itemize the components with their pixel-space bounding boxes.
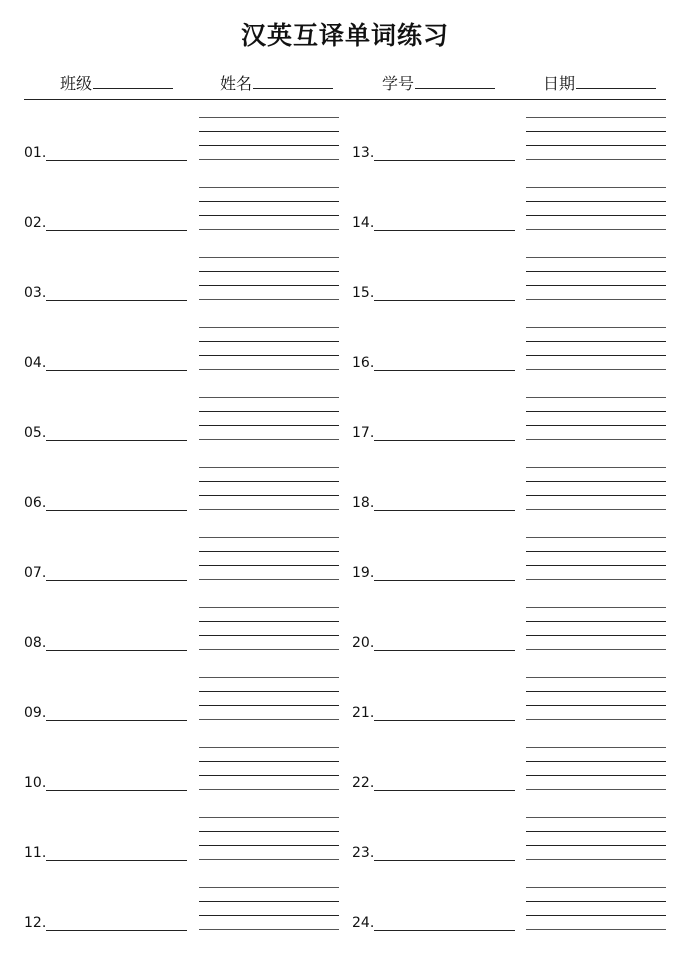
four-line-guide[interactable] <box>199 467 339 509</box>
item-number: 08. <box>24 635 47 651</box>
guide-line <box>199 159 339 160</box>
guide-line <box>199 789 339 790</box>
four-line-guide[interactable] <box>526 327 666 369</box>
item-number: 20. <box>352 635 375 651</box>
guide-line <box>199 901 339 902</box>
class-label: 班级 <box>60 74 93 93</box>
name-label: 姓名 <box>220 74 253 93</box>
guide-line <box>526 551 666 552</box>
four-line-guide[interactable] <box>199 397 339 439</box>
answer-line[interactable] <box>46 580 187 581</box>
guide-line <box>199 355 339 356</box>
guide-line <box>526 887 666 888</box>
four-line-guide[interactable] <box>526 887 666 929</box>
guide-line <box>526 845 666 846</box>
four-line-guide[interactable] <box>199 257 339 299</box>
guide-line <box>199 691 339 692</box>
guide-line <box>526 775 666 776</box>
guide-line <box>199 677 339 678</box>
guide-line <box>526 467 666 468</box>
guide-line <box>526 131 666 132</box>
four-line-guide[interactable] <box>199 607 339 649</box>
answer-line[interactable] <box>46 160 187 161</box>
four-line-guide[interactable] <box>526 607 666 649</box>
answer-line[interactable] <box>374 370 515 371</box>
answer-line[interactable] <box>46 650 187 651</box>
guide-line <box>199 145 339 146</box>
guide-line <box>199 607 339 608</box>
guide-line <box>526 607 666 608</box>
guide-line <box>526 579 666 580</box>
guide-line <box>526 649 666 650</box>
guide-line <box>526 691 666 692</box>
answer-line[interactable] <box>46 510 187 511</box>
guide-line <box>199 859 339 860</box>
item-number: 03. <box>24 285 47 301</box>
guide-line <box>199 439 339 440</box>
four-line-guide[interactable] <box>199 327 339 369</box>
four-line-guide[interactable] <box>199 817 339 859</box>
guide-line <box>199 215 339 216</box>
guide-line <box>199 705 339 706</box>
guide-line <box>526 439 666 440</box>
guide-line <box>199 761 339 762</box>
four-line-guide[interactable] <box>526 817 666 859</box>
guide-line <box>199 131 339 132</box>
guide-line <box>526 117 666 118</box>
guide-line <box>199 201 339 202</box>
guide-line <box>199 649 339 650</box>
item-number: 06. <box>24 495 47 511</box>
guide-line <box>526 509 666 510</box>
guide-line <box>526 425 666 426</box>
guide-line <box>526 915 666 916</box>
guide-line <box>526 145 666 146</box>
guide-line <box>526 411 666 412</box>
guide-line <box>199 327 339 328</box>
item-number: 07. <box>24 565 47 581</box>
guide-line <box>199 285 339 286</box>
guide-line <box>526 159 666 160</box>
guide-line <box>199 579 339 580</box>
item-number: 21. <box>352 705 375 721</box>
guide-line <box>199 369 339 370</box>
guide-line <box>526 481 666 482</box>
answer-line[interactable] <box>46 370 187 371</box>
guide-line <box>526 635 666 636</box>
answer-line[interactable] <box>374 860 515 861</box>
item-number: 04. <box>24 355 47 371</box>
item-number: 09. <box>24 705 47 721</box>
guide-line <box>526 215 666 216</box>
four-line-guide[interactable] <box>199 747 339 789</box>
answer-line[interactable] <box>374 650 515 651</box>
guide-line <box>199 635 339 636</box>
guide-line <box>526 761 666 762</box>
guide-line <box>526 705 666 706</box>
guide-line <box>526 929 666 930</box>
guide-line <box>526 229 666 230</box>
answer-line[interactable] <box>46 440 187 441</box>
guide-line <box>526 369 666 370</box>
guide-line <box>526 187 666 188</box>
guide-line <box>199 845 339 846</box>
guide-line <box>526 327 666 328</box>
guide-line <box>199 411 339 412</box>
guide-line <box>199 775 339 776</box>
answer-line[interactable] <box>46 930 187 931</box>
four-line-guide[interactable] <box>526 257 666 299</box>
guide-line <box>526 747 666 748</box>
four-line-guide[interactable] <box>199 887 339 929</box>
guide-line <box>526 537 666 538</box>
four-line-guide[interactable] <box>199 537 339 579</box>
guide-line <box>526 341 666 342</box>
item-number: 05. <box>24 425 47 441</box>
answer-line[interactable] <box>46 300 187 301</box>
four-line-guide[interactable] <box>526 677 666 719</box>
guide-line <box>199 341 339 342</box>
date-label: 日期 <box>543 74 576 93</box>
student-id-label: 学号 <box>382 74 415 93</box>
item-number: 10. <box>24 775 47 791</box>
guide-line <box>199 747 339 748</box>
four-line-guide[interactable] <box>526 117 666 159</box>
guide-line <box>199 271 339 272</box>
answer-line[interactable] <box>46 860 187 861</box>
guide-line <box>526 271 666 272</box>
guide-line <box>199 257 339 258</box>
guide-line <box>199 551 339 552</box>
four-line-guide[interactable] <box>526 187 666 229</box>
guide-line <box>526 355 666 356</box>
guide-line <box>526 789 666 790</box>
answer-line[interactable] <box>46 720 187 721</box>
guide-line <box>199 117 339 118</box>
guide-line <box>199 397 339 398</box>
guide-line <box>199 509 339 510</box>
guide-line <box>199 467 339 468</box>
guide-line <box>199 537 339 538</box>
item-number: 14. <box>352 215 375 231</box>
item-number: 17. <box>352 425 375 441</box>
guide-line <box>199 299 339 300</box>
guide-line <box>199 719 339 720</box>
four-line-guide[interactable] <box>526 397 666 439</box>
guide-line <box>526 831 666 832</box>
item-number: 02. <box>24 215 47 231</box>
item-number: 15. <box>352 285 375 301</box>
guide-line <box>199 831 339 832</box>
answer-line[interactable] <box>374 440 515 441</box>
guide-line <box>199 495 339 496</box>
guide-line <box>526 201 666 202</box>
guide-line <box>526 285 666 286</box>
item-number: 13. <box>352 145 375 161</box>
answer-line[interactable] <box>374 510 515 511</box>
item-number: 01. <box>24 145 47 161</box>
guide-line <box>526 565 666 566</box>
guide-line <box>199 481 339 482</box>
answer-line[interactable] <box>46 790 187 791</box>
guide-line <box>526 495 666 496</box>
guide-line <box>199 817 339 818</box>
four-line-guide[interactable] <box>199 187 339 229</box>
guide-line <box>199 929 339 930</box>
answer-line[interactable] <box>374 580 515 581</box>
item-number: 16. <box>352 355 375 371</box>
guide-line <box>526 859 666 860</box>
answer-line[interactable] <box>374 230 515 231</box>
guide-line <box>199 565 339 566</box>
guide-line <box>199 621 339 622</box>
page-title: 汉英互译单词练习 <box>240 21 449 50</box>
guide-line <box>526 817 666 818</box>
four-line-guide[interactable] <box>526 747 666 789</box>
guide-line <box>526 257 666 258</box>
item-number: 23. <box>352 845 375 861</box>
guide-line <box>526 621 666 622</box>
guide-line <box>526 901 666 902</box>
guide-line <box>199 887 339 888</box>
guide-line <box>526 397 666 398</box>
guide-line <box>526 299 666 300</box>
item-number: 22. <box>352 775 375 791</box>
four-line-guide[interactable] <box>199 117 339 159</box>
answer-line[interactable] <box>374 300 515 301</box>
four-line-guide[interactable] <box>526 467 666 509</box>
guide-line <box>526 719 666 720</box>
guide-line <box>199 425 339 426</box>
answer-line[interactable] <box>46 230 187 231</box>
guide-line <box>199 229 339 230</box>
answer-line[interactable] <box>374 790 515 791</box>
item-number: 18. <box>352 495 375 511</box>
four-line-guide[interactable] <box>526 537 666 579</box>
item-number: 12. <box>24 915 47 931</box>
answer-line[interactable] <box>374 160 515 161</box>
guide-line <box>199 187 339 188</box>
answer-line[interactable] <box>374 930 515 931</box>
four-line-guide[interactable] <box>199 677 339 719</box>
guide-line <box>526 677 666 678</box>
item-number: 19. <box>352 565 375 581</box>
item-number: 11. <box>24 845 47 861</box>
item-number: 24. <box>352 915 375 931</box>
guide-line <box>199 915 339 916</box>
answer-line[interactable] <box>374 720 515 721</box>
